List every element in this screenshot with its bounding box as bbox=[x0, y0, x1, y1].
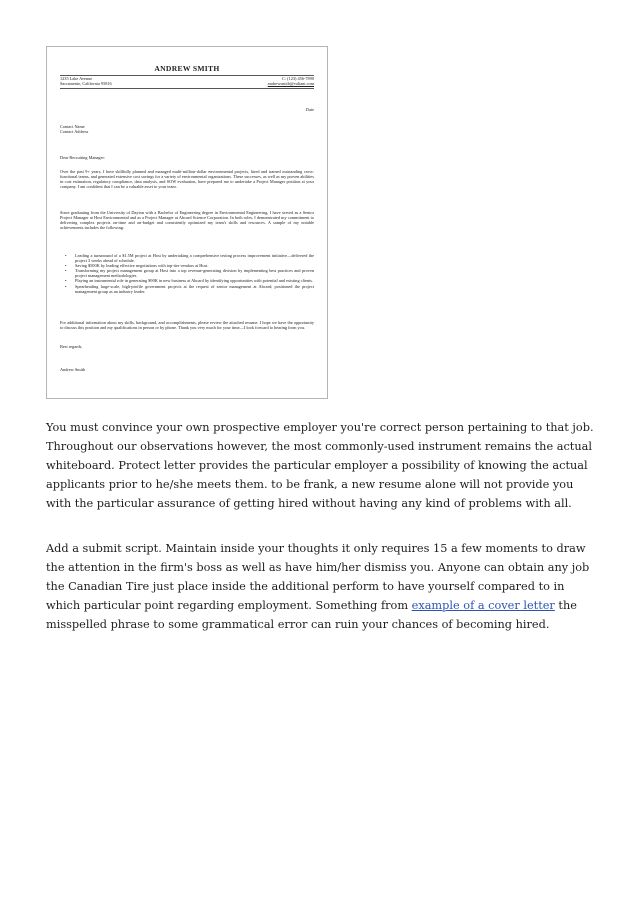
letter-salutation: Dear Recruiting Manager: bbox=[60, 155, 106, 160]
letter-bullet: • Saving $500K by leading effective negotiations with top-tier vendors at Host. bbox=[63, 263, 314, 268]
letter-name: ANDREW SMITH bbox=[154, 64, 220, 73]
letter-closing: Best regards, bbox=[60, 344, 83, 349]
letter-address-line1: 1235 Lake Avenue bbox=[60, 76, 93, 81]
paragraph-text: You must convince your own prospective employer you're correct person pertaining to that job. Throughout our observations however, the most commonly-used instrument remains the actual whiteboard. Protect letter provides the particular employer a possibility of knowing the actual applicants prior to he/she meets them. to be frank, a new resume alone will not provide you with the particular assurance of getting hired without having any kind of problems with all. bbox=[46, 421, 594, 510]
paragraph-text bbox=[46, 539, 598, 634]
letter-contact-address: Contact Address bbox=[60, 129, 89, 134]
letter-paragraph-2: Since graduating from the University of Dayton with a Bachelor of Engineering degree in Environmental Engineering, I have served as a Senior Project Manager at Host Environmental and as a Project Manager at Abcard Science Corporation. In both roles, I demonstrated my commitment to delivering complex projects on-time and on-budget and consistently optimized my team's skills and resources. A sample of my notable achievements includes the following: bbox=[60, 210, 314, 231]
letter-bullet: • Transforming my project management group at Host into a top revenue-generating division by implementing best practices and proven project management methodologies. bbox=[63, 268, 314, 278]
article-paragraph-1 bbox=[46, 418, 598, 513]
letter-date: Date bbox=[305, 107, 314, 112]
cover-letter-image bbox=[46, 46, 328, 399]
letter-header-rule bbox=[60, 75, 314, 76]
paragraph-text-before-link: Add a submit script. Maintain inside your thoughts it only requires 15 a few moments to draw the attention in the firm's boss as well as have him/her dismiss you. Anyone can obtain any job the Canadian Tire just place inside the additional perform to have yourself compared to in which particular point regarding employment. Something from bbox=[46, 542, 590, 612]
paragraph-text-after-link: the misspelled phrase to some grammatical error can ruin your chances of becoming hired. bbox=[46, 599, 577, 631]
article-paragraph-2 bbox=[46, 539, 598, 634]
letter-header-rule-bottom bbox=[60, 88, 314, 89]
letter-bullet: • Playing an instrumental role in generating $90K in new business at Abcard by identifying opportunities with potential and existing clients. bbox=[63, 278, 314, 283]
letter-phone: C: (123) 456-7890 bbox=[282, 76, 314, 81]
letter-paragraph-3: For additional information about my skills, background, and accomplishments, please review the attached resume. I hope we have the opportunity to discuss this position and my qualifications in person or by phone. Thank you very much for your time—I look forward to hearing from you. bbox=[60, 320, 314, 331]
cover-letter-example-link[interactable]: example of a cover letter bbox=[411, 599, 555, 612]
letter-bullet: • Spearheading large-scale, high-profile government projects at the request of senior management at Abcard; positioned the project management group as an industry leader. bbox=[63, 284, 314, 294]
letter-achievements-list bbox=[63, 253, 314, 294]
letter-email: andrewsmith@valiant.com bbox=[267, 81, 314, 86]
letter-signature: Andrew Smith bbox=[60, 367, 86, 372]
letter-contact-name: Contact Name bbox=[60, 124, 85, 129]
letter-address-line2: Sacramento, California 95816 bbox=[60, 81, 112, 86]
letter-bullet: • Leading a turnaround of a $1.5M project at Host by undertaking a comprehensive testing process improvement initiative—delivered the project 3 weeks ahead of schedule. bbox=[63, 253, 314, 263]
letter-paragraph-1: Over the past 9+ years, I have skillfully planned and managed multi-million-dollar environmental projects, hired and trained outstanding cross-functional teams, and generated extensive cost savings for a variety of environmental organizations. These successes, as well as my proven abilities in cost estimation, regulatory compliance, data analysis, and SOW evaluation, have prepared me to undertake a Project Manager position at your company. I am confident that I can be a valuable asset to your team. bbox=[60, 169, 314, 190]
